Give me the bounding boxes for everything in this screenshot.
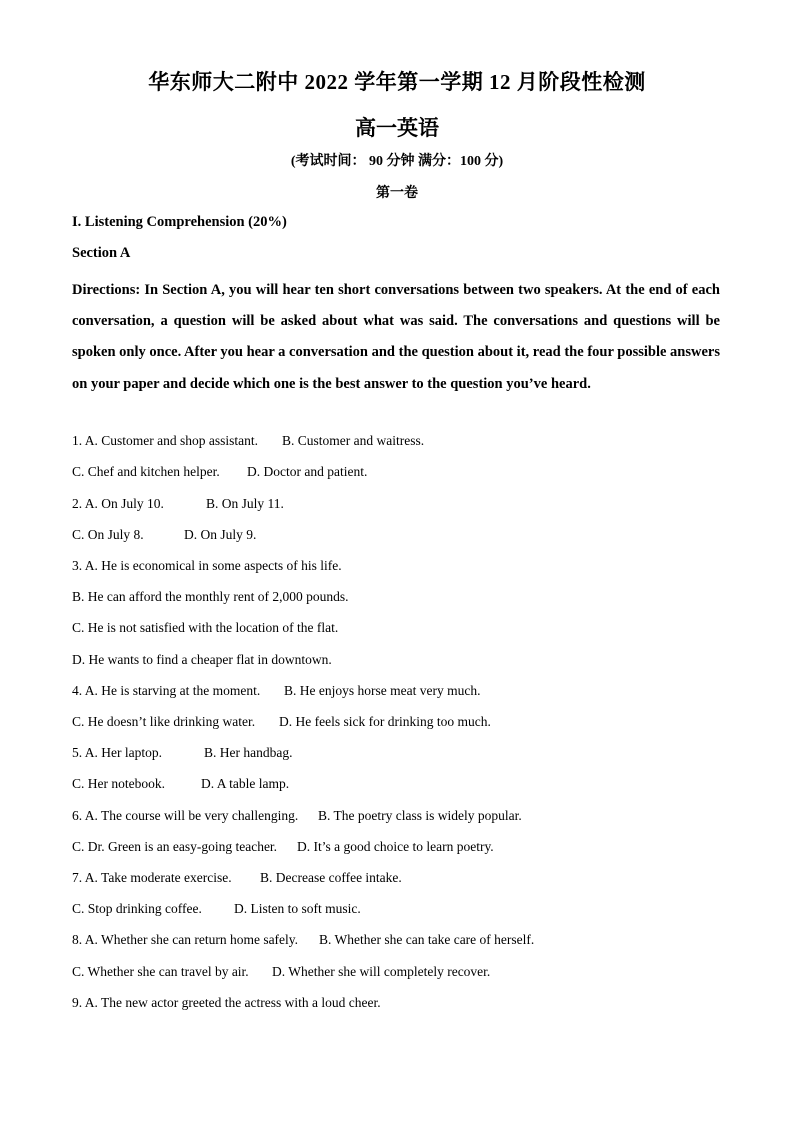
option-left: 6. A. The course will be very challenging. bbox=[72, 808, 299, 823]
option-left: 8. A. Whether she can return home safely. bbox=[72, 932, 299, 947]
part-heading: I. Listening Comprehension (20%) bbox=[72, 214, 287, 230]
option-right: B. Decrease coffee intake. bbox=[260, 870, 402, 885]
option-right: D. Listen to soft music. bbox=[234, 901, 361, 916]
option-right: B. Her handbag. bbox=[204, 745, 293, 760]
question-line bbox=[72, 619, 338, 637]
option-right: B. The poetry class is widely popular. bbox=[318, 808, 522, 823]
option-left: 5. A. Her laptop. bbox=[72, 745, 162, 760]
option-left: 2. A. On July 10. bbox=[72, 496, 164, 511]
exam-time-score: (考试时间： 90 分钟 满分：100 分) bbox=[290, 154, 504, 169]
option-right: B. Whether she can take care of herself. bbox=[319, 932, 535, 947]
option-left: C. On July 8. bbox=[72, 527, 144, 542]
option-right: D. Doctor and patient. bbox=[247, 464, 368, 479]
directions-text: Directions: In Section A, you will hear ten short conversations between two speakers. At the end of each conversation, a question will be asked about what was said. The conversations and questions will be spoken only once. After you hear a conversation and the question about it, read the four possible answers on your paper and decide which one is the best answer to the question you’ve heard. bbox=[72, 282, 720, 392]
question-line bbox=[72, 744, 292, 762]
option-right: D. A table lamp. bbox=[201, 776, 290, 791]
option-left: D. He wants to find a cheaper flat in downtown. bbox=[72, 652, 332, 667]
option-left: C. Stop drinking coffee. bbox=[72, 901, 202, 916]
option-left: B. He can afford the monthly rent of 2,000 pounds. bbox=[72, 589, 349, 604]
section-heading: Section A bbox=[72, 245, 131, 261]
question-line bbox=[72, 463, 367, 481]
option-right: B. On July 11. bbox=[206, 496, 284, 511]
question-line bbox=[72, 963, 490, 981]
option-left: C. He is not satisfied with the location of the flat. bbox=[72, 620, 339, 635]
option-left: C. Chef and kitchen helper. bbox=[72, 464, 220, 479]
option-right: B. Customer and waitress. bbox=[282, 433, 425, 448]
option-left: 3. A. He is economical in some aspects of his life. bbox=[72, 558, 342, 573]
question-line bbox=[72, 838, 494, 856]
volume-label: 第一卷 bbox=[376, 186, 418, 201]
option-left: 4. A. He is starving at the moment. bbox=[72, 683, 261, 698]
option-right: D. He feels sick for drinking too much. bbox=[279, 714, 491, 729]
option-left: 1. A. Customer and shop assistant. bbox=[72, 433, 258, 448]
question-line bbox=[72, 557, 342, 575]
question-line bbox=[72, 682, 480, 700]
option-left: C. Whether she can travel by air. bbox=[72, 964, 249, 979]
question-line bbox=[72, 432, 424, 450]
option-right: D. On July 9. bbox=[184, 527, 257, 542]
option-right: D. Whether she will completely recover. bbox=[272, 964, 491, 979]
question-line bbox=[72, 807, 522, 825]
exam-title: 华东师大二附中 2022 学年第一学期 12 月阶段性检测 bbox=[148, 70, 646, 94]
option-left: C. Dr. Green is an easy-going teacher. bbox=[72, 839, 278, 854]
question-line bbox=[72, 495, 284, 513]
question-line bbox=[72, 526, 256, 544]
question-line bbox=[72, 713, 491, 731]
option-left: 7. A. Take moderate exercise. bbox=[72, 870, 232, 885]
option-left: C. Her notebook. bbox=[72, 776, 165, 791]
question-line bbox=[72, 588, 348, 606]
question-line bbox=[72, 900, 361, 918]
question-line bbox=[72, 775, 289, 793]
option-right: B. He enjoys horse meat very much. bbox=[284, 683, 481, 698]
question-line bbox=[72, 869, 402, 887]
option-left: C. He doesn’t like drinking water. bbox=[72, 714, 256, 729]
option-right: D. It’s a good choice to learn poetry. bbox=[297, 839, 494, 854]
question-line bbox=[72, 931, 534, 949]
question-line bbox=[72, 994, 381, 1012]
question-line bbox=[72, 651, 332, 669]
option-left: 9. A. The new actor greeted the actress with a loud cheer. bbox=[72, 995, 381, 1010]
exam-subject: 高一英语 bbox=[355, 116, 439, 140]
